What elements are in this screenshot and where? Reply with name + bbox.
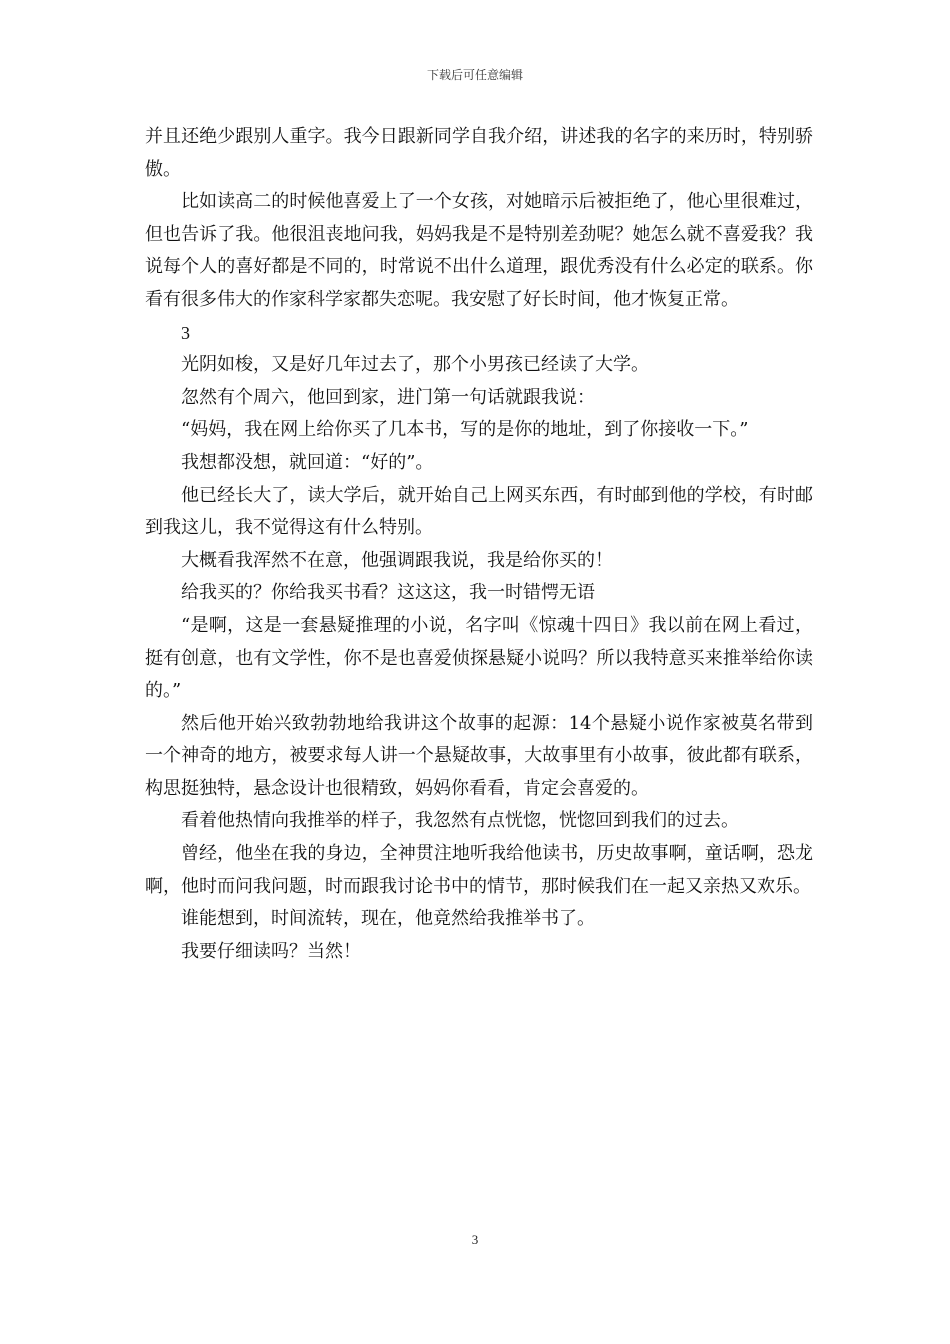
paragraph: 我想都没想，就回道：“好的”。 (181, 451, 434, 473)
page-header-note: 下载后可任意编辑 (426, 68, 523, 82)
paragraph: 给我买的？你给我买书看？这这这，我一时错愕无语 (181, 582, 595, 604)
paragraph: 大概看我浑然不在意，他强调跟我说，我是给你买的！ (181, 549, 613, 571)
document-body (145, 121, 813, 968)
paragraph: 我要仔细读吗？当然！ (181, 940, 361, 962)
paragraph: 曾经，他坐在我的身边，全神贯注地听我给他读书，历史故事啊，童话啊，恐龙啊，他时而问我问题，时而跟我讨论书中的情节，那时候我们在一起又亲热又欢乐。 (145, 843, 813, 897)
paragraph: 并且还绝少跟别人重字。我今日跟新同学自我介绍，讲述我的名字的来历时，特别骄傲。 (145, 126, 813, 180)
paragraph: 比如读高二的时候他喜爱上了一个女孩，对她暗示后被拒绝了，他心里很难过，但也告诉了我。他很沮丧地问我，妈妈我是不是特别差劲呢？她怎么就不喜爱我？我说每个人的喜好都是不同的，时常说不出什么道理，跟优秀没有什么必定的联系。你看有很多伟大的作家科学家都失恋呢。我安慰了好长时间，他才恢复正常。 (145, 191, 813, 310)
paragraph: “妈妈，我在网上给你买了几本书，写的是你的地址，到了你接收一下。” (181, 419, 749, 441)
section-number: 3 (181, 322, 190, 343)
paragraph: 忽然有个周六，他回到家，进门第一句话就跟我说： (181, 386, 595, 408)
paragraph: 他已经长大了，读大学后，就开始自己上网买东西，有时邮到他的学校，有时邮到我这儿，我不觉得这有什么特别。 (145, 484, 813, 539)
paragraph: 看着他热情向我推举的样子，我忽然有点恍惚，恍惚回到我们的过去。 (181, 810, 739, 832)
paragraph: 光阴如梭，又是好几年过去了，那个小男孩已经读了大学。 (181, 354, 649, 376)
page-number: 3 (471, 1232, 479, 1247)
paragraph: 然后他开始兴致勃勃地给我讲这个故事的起源：14个悬疑小说作家被莫名带到一个神奇的地方，被要求每人讲一个悬疑故事，大故事里有小故事，彼此都有联系，构思挺独特，悬念设计也很精致，妈妈你看看，肯定会喜爱的。 (145, 712, 813, 799)
paragraph: 谁能想到，时间流转，现在，他竟然给我推举书了。 (181, 908, 595, 930)
paragraph: “是啊，这是一套悬疑推理的小说，名字叫《惊魂十四日》我以前在网上看过，挺有创意，也有文学性，你不是也喜爱侦探悬疑小说吗？所以我特意买来推举给你读的。” (145, 614, 813, 702)
